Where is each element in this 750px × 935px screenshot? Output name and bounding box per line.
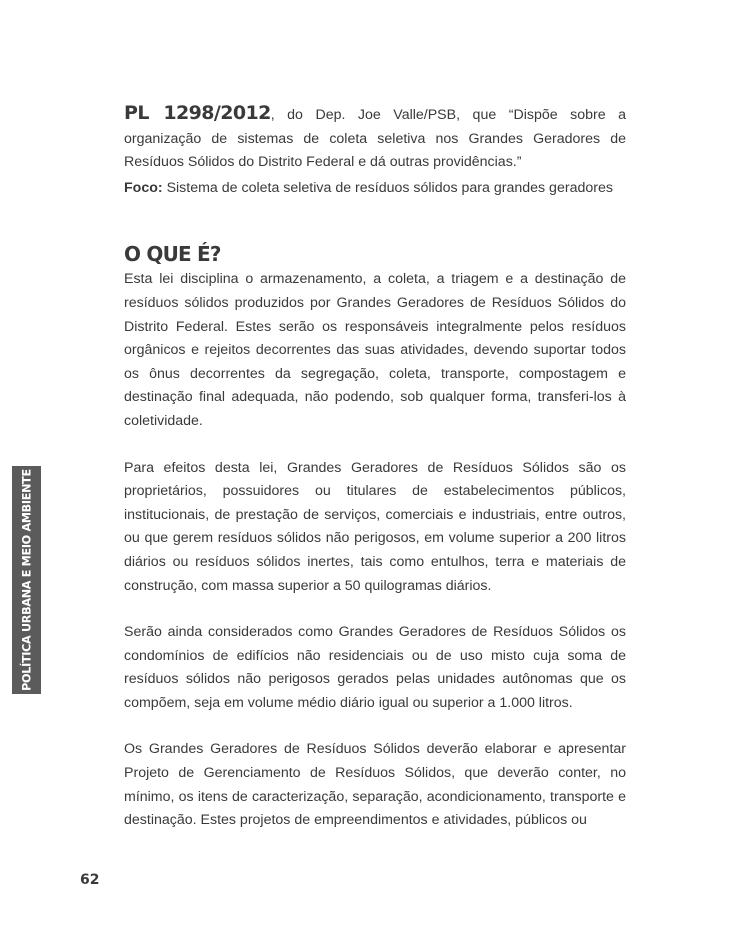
page-number: 62: [80, 872, 100, 888]
bill-description: , do Dep. Joe Valle/PSB, que “Dispõe sobre a organização de sistemas de coleta seletiva nos Grandes Geradores de Resíduos Sólidos do Distrito Federal e dá outras providências.”: [124, 107, 626, 171]
bill-intro: [124, 102, 626, 175]
body-paragraph: Os Grandes Geradores de Resíduos Sólidos deverão elaborar e apresentar Projeto de Gerenciamento de Resíduos Sólidos, que deverão conter, no mínimo, os itens de caracterização, separação, acondicionamento, transporte e destinação. Estes projetos de empreendimentos e atividades, públicos ou: [124, 741, 626, 829]
section-heading: O QUE É?: [124, 242, 221, 267]
bill-code: PL 1298/2012: [124, 102, 271, 124]
body-paragraph: Serão ainda considerados como Grandes Geradores de Resíduos Sólidos os condomínios de edifícios não residenciais ou de uso misto cuja soma de resíduos sólidos não perigosos gerados pelas unidades autônomas que os compõem, seja em volume médio diário igual ou superior a 1.000 litros.: [124, 624, 626, 711]
section-side-tab: [12, 466, 41, 694]
focus-line: [124, 177, 626, 201]
body-paragraph: Esta lei disciplina o armazenamento, a coleta, a triagem e a destinação de resíduos sólidos produzidos por Grandes Geradores de Resíduos Sólidos do Distrito Federal. Estes serão os responsáveis integralmente pelos resíduos orgânicos e rejeitos decorrentes das suas atividades, devendo suportar todos os ônus decorrentes da segregação, coleta, transporte, compostagem e destinação final adequada, não podendo, sob qualquer forma, transferi-los à coletividade.: [124, 271, 626, 429]
page-content: [124, 100, 626, 833]
body-paragraph: Para efeitos desta lei, Grandes Geradores de Resíduos Sólidos são os proprietários, possuidores ou titulares de estabelecimentos públicos, institucionais, de prestação de serviços, comerciais e industriais, entre outros, ou que gerem resíduos sólidos não perigosos, em volume superior a 200 litros diários ou resíduos sólidos inertes, tais como entulhos, terra e materiais de construção, com massa superior a 50 quilogramas diários.: [124, 459, 626, 594]
focus-label: Foco:: [124, 179, 163, 196]
focus-text: Sistema de coleta seletiva de resíduos sólidos para grandes geradores: [162, 179, 613, 196]
side-tab-label: POLÍTICA URBANA E MEIO AMBIENTE: [20, 469, 33, 691]
